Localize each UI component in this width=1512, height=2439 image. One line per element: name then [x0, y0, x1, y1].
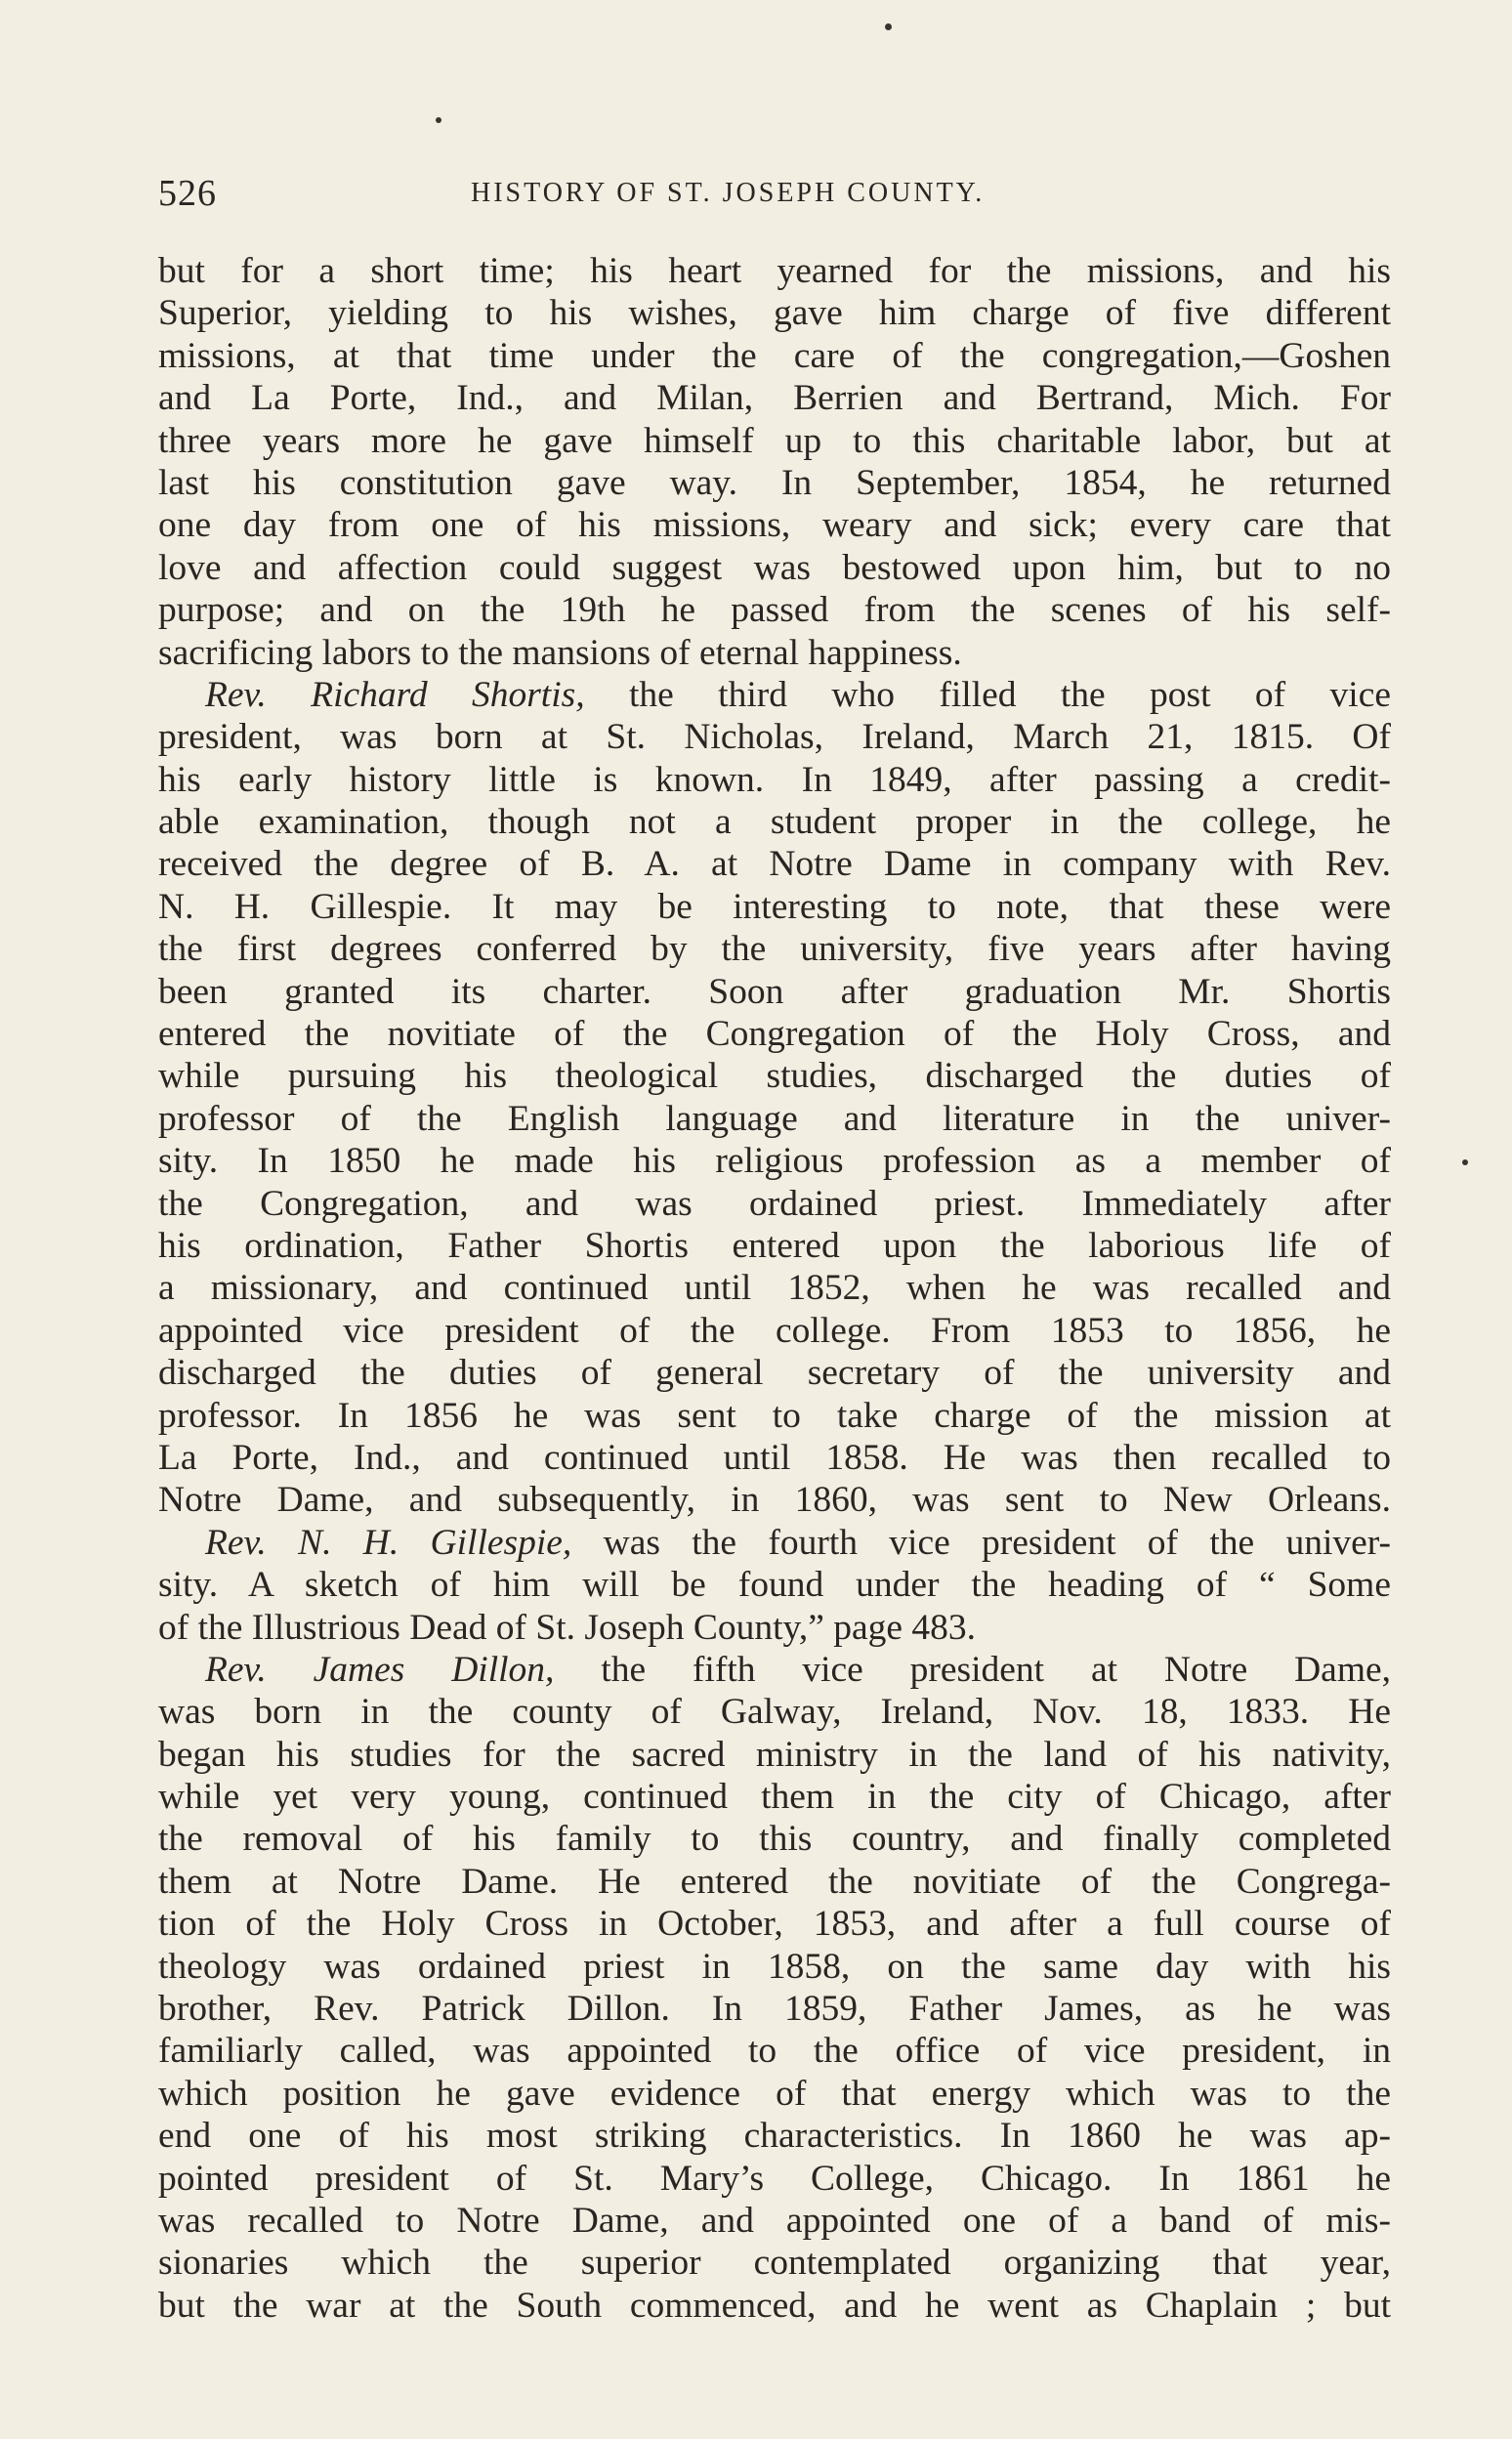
text-run: was recalled to Notre Dame, and appointed one of a band of mis-	[158, 2200, 1391, 2241]
text-line	[158, 759, 1391, 801]
text-line	[158, 1607, 1391, 1649]
text-run: three years more he gave himself up to this charitable labor, but at	[158, 420, 1391, 461]
text-run: began his studies for the sacred ministry in the land of his nativity,	[158, 1734, 1391, 1775]
text-run: tion of the Holy Cross in October, 1853, and after a full course of	[158, 1904, 1391, 1945]
text-line	[158, 1522, 1391, 1564]
text-run: pointed president of St. Mary’s College, Chicago. In 1861 he	[158, 2158, 1391, 2199]
text-line	[158, 1352, 1391, 1394]
text-run: the first degrees conferred by the university, five years after having	[158, 929, 1391, 970]
text-run: but for a short time; his heart yearned for the missions, and his	[158, 251, 1391, 291]
text-line	[158, 716, 1391, 758]
text-line	[158, 1055, 1391, 1097]
text-run: sity. In 1850 he made his religious profession as a member of	[158, 1141, 1391, 1182]
text-run: received the degree of B. A. at Notre Dame in company with Rev.	[158, 844, 1391, 885]
text-line	[158, 2158, 1391, 2200]
text-run: love and affection could suggest was bestowed upon him, but to no	[158, 547, 1391, 588]
text-line	[158, 420, 1391, 462]
text-line	[158, 1225, 1391, 1267]
text-line	[158, 1013, 1391, 1055]
text-line	[158, 928, 1391, 970]
text-run: sity. A sketch of him will be found under the heading of “ Some	[158, 1565, 1391, 1606]
text-run: while pursuing his theological studies, discharged the duties of	[158, 1056, 1391, 1097]
text-line	[158, 843, 1391, 885]
text-run: been granted its charter. Soon after graduation Mr. Shortis	[158, 971, 1391, 1012]
text-line	[158, 801, 1391, 843]
text-line	[158, 377, 1391, 419]
text-run: professor. In 1856 he was sent to take charge of the mission at	[158, 1395, 1391, 1436]
text-run: the fifth vice president at Notre Dame,	[554, 1649, 1391, 1690]
text-run: the Congregation, and was ordained priest. Immediately after	[158, 1183, 1391, 1224]
italic-name-run: Rev. James Dillon,	[205, 1649, 555, 1690]
text-run: the removal of his family to this country, and finally completed	[158, 1819, 1391, 1860]
text-run: end one of his most striking characteristics. In 1860 he was ap-	[158, 2116, 1391, 2157]
text-line	[158, 547, 1391, 589]
text-run: sacrificing labors to the mansions of eternal happiness.	[158, 632, 962, 673]
text-run: was the fourth vice president of the univer-	[571, 1522, 1391, 1563]
text-line	[158, 1903, 1391, 1945]
text-run: was born in the county of Galway, Ireland, Nov. 18, 1833. He	[158, 1692, 1391, 1733]
text-line	[158, 971, 1391, 1013]
text-line	[158, 1395, 1391, 1437]
text-line	[158, 1776, 1391, 1818]
text-run: appointed vice president of the college. From 1853 to 1856, he	[158, 1310, 1391, 1351]
text-run: of the Illustrious Dead of St. Joseph County,” page 483.	[158, 1607, 977, 1648]
text-line	[158, 1437, 1391, 1479]
text-run: while yet very young, continued them in the city of Chicago, after	[158, 1777, 1391, 1818]
text-line	[158, 1183, 1391, 1225]
text-run: discharged the duties of general secretary of the university and	[158, 1353, 1391, 1394]
text-run: La Porte, Ind., and continued until 1858. He was then recalled to	[158, 1437, 1391, 1478]
text-run: his ordination, Father Shortis entered upon the laborious life of	[158, 1225, 1391, 1266]
text-line	[158, 1861, 1391, 1903]
text-run: a missionary, and continued until 1852, when he was recalled and	[158, 1268, 1391, 1309]
text-run: familiarly called, was appointed to the office of vice president, in	[158, 2031, 1391, 2072]
text-line	[158, 2242, 1391, 2284]
text-line	[158, 1734, 1391, 1776]
text-line	[158, 335, 1391, 377]
text-run: theology was ordained priest in 1858, on the same day with his	[158, 1946, 1391, 1987]
text-run: sionaries which the superior contemplated organizing that year,	[158, 2243, 1391, 2284]
text-line	[158, 1691, 1391, 1733]
page-header	[158, 172, 1389, 219]
text-line	[158, 292, 1391, 334]
text-line	[158, 1479, 1391, 1521]
text-run: purpose; and on the 19th he passed from the scenes of his self-	[158, 590, 1391, 631]
text-line	[158, 589, 1391, 631]
text-line	[158, 250, 1391, 292]
running-head: HISTORY OF ST. JOSEPH COUNTY.	[471, 178, 986, 208]
italic-name-run: Rev. N. H. Gillespie,	[205, 1522, 572, 1563]
text-run: professor of the English language and literature in the univer-	[158, 1098, 1391, 1139]
text-line	[158, 632, 1391, 674]
text-line	[158, 2073, 1391, 2115]
text-run: Superior, yielding to his wishes, gave him charge of five different	[158, 293, 1391, 334]
text-run: president, was born at St. Nicholas, Ireland, March 21, 1815. Of	[158, 717, 1391, 758]
text-line	[158, 1140, 1391, 1182]
text-line	[158, 886, 1391, 928]
text-line	[158, 1267, 1391, 1309]
text-line	[158, 2200, 1391, 2242]
text-line	[158, 1564, 1391, 1606]
text-line	[158, 2115, 1391, 2157]
text-run: one day from one of his missions, weary and sick; every care that	[158, 505, 1391, 546]
ink-speck	[885, 23, 892, 30]
body-text	[158, 250, 1391, 2327]
text-run: brother, Rev. Patrick Dillon. In 1859, Father James, as he was	[158, 1989, 1391, 2030]
text-line	[158, 504, 1391, 546]
text-run: Notre Dame, and subsequently, in 1860, was sent to New Orleans.	[158, 1480, 1391, 1521]
text-line	[158, 1098, 1391, 1140]
text-line	[158, 2285, 1391, 2327]
text-line	[158, 1946, 1391, 1988]
italic-name-run: Rev. Richard Shortis,	[205, 674, 585, 715]
ink-speck	[436, 117, 441, 123]
text-run: which position he gave evidence of that energy which was to the	[158, 2073, 1391, 2114]
text-line	[158, 1310, 1391, 1352]
text-run: and La Porte, Ind., and Milan, Berrien and Bertrand, Mich. For	[158, 378, 1391, 419]
text-line	[158, 462, 1391, 504]
text-run: missions, at that time under the care of the congregation,—Goshen	[158, 335, 1391, 376]
text-run: N. H. Gillespie. It may be interesting to note, that these were	[158, 886, 1391, 927]
text-line	[158, 1649, 1391, 1691]
text-line	[158, 1818, 1391, 1860]
text-run: his early history little is known. In 1849, after passing a credit-	[158, 759, 1391, 800]
text-run: them at Notre Dame. He entered the novitiate of the Congrega-	[158, 1861, 1391, 1902]
page-number: 526	[158, 173, 217, 214]
text-run: entered the novitiate of the Congregation of the Holy Cross, and	[158, 1014, 1391, 1055]
text-run: able examination, though not a student proper in the college, he	[158, 802, 1391, 843]
text-line	[158, 2030, 1391, 2072]
text-run: but the war at the South commenced, and he went as Chaplain ; but	[158, 2285, 1391, 2326]
text-line	[158, 674, 1391, 716]
text-line	[158, 1988, 1391, 2030]
ink-speck	[1462, 1159, 1468, 1165]
text-run: last his constitution gave way. In September, 1854, he returned	[158, 462, 1391, 503]
text-run: the third who filled the post of vice	[584, 674, 1391, 715]
